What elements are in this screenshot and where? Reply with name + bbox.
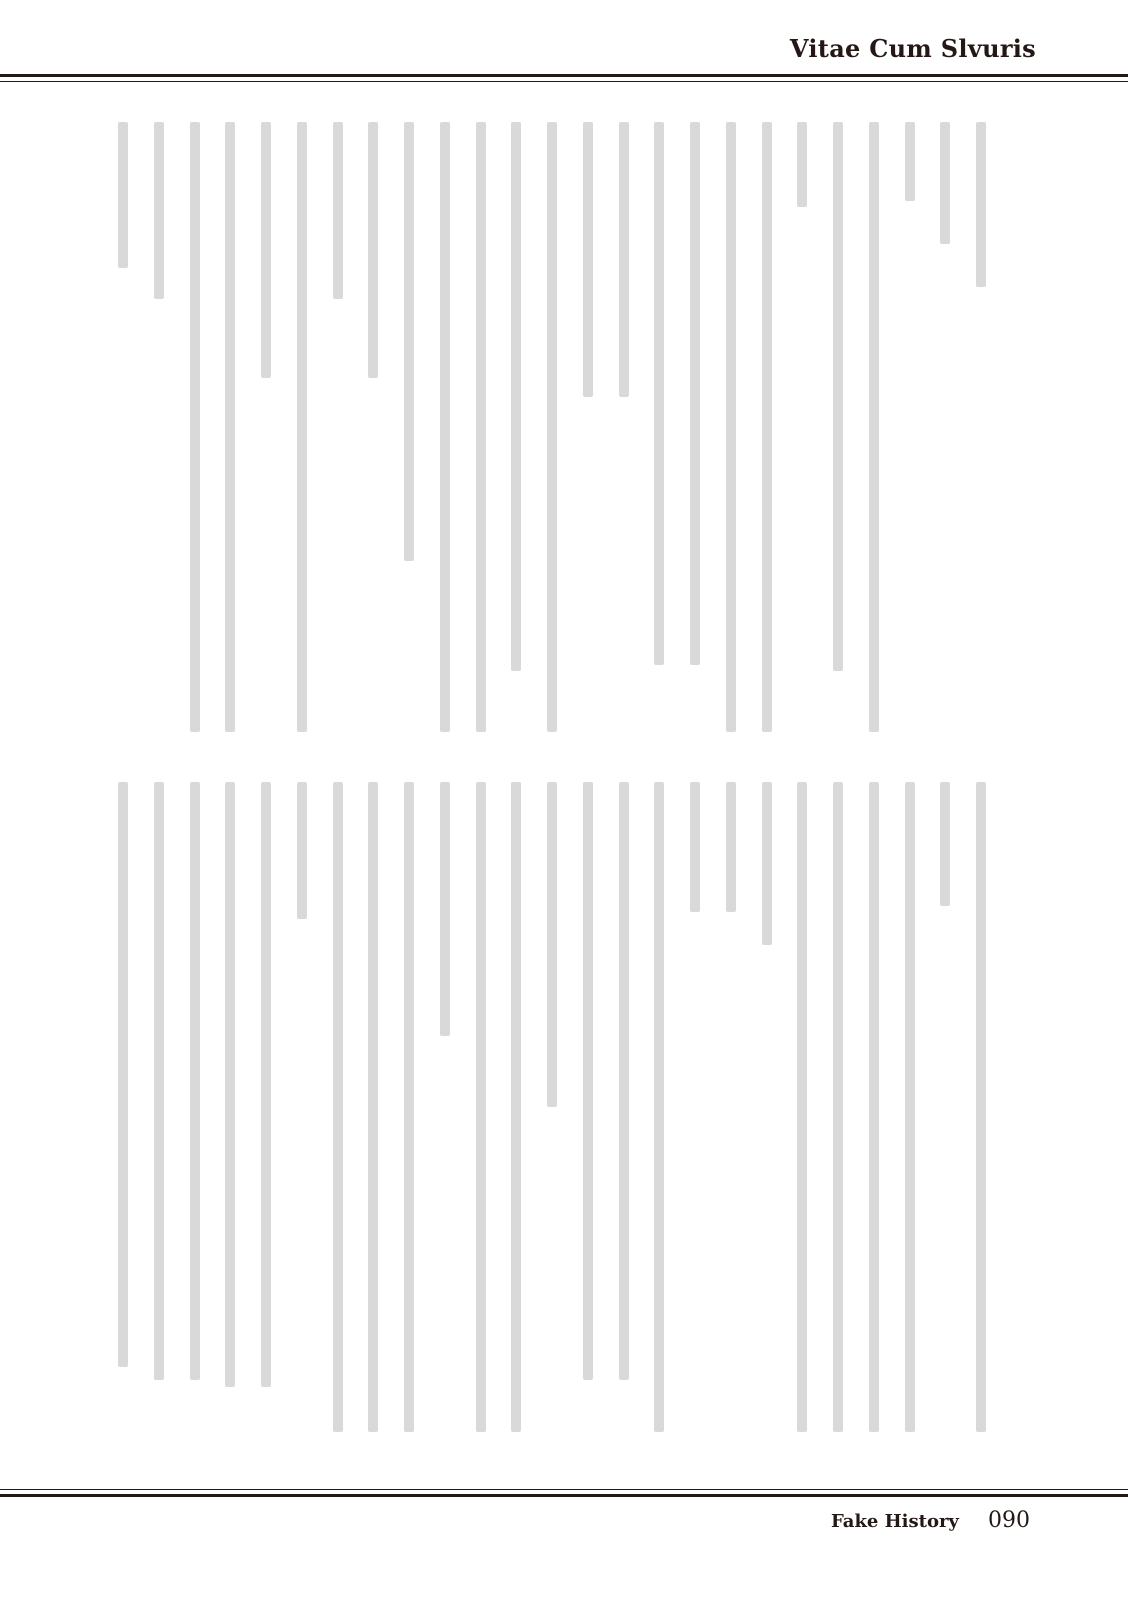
text-column-placeholder (368, 122, 378, 378)
text-column-placeholder (476, 782, 486, 1432)
text-column-placeholder (869, 122, 879, 732)
text-column-placeholder (154, 122, 164, 299)
text-column-placeholder (583, 122, 593, 397)
text-column-placeholder (261, 782, 271, 1387)
text-column-placeholder (583, 782, 593, 1380)
text-column-placeholder (797, 782, 807, 1432)
text-column-placeholder (511, 122, 521, 671)
text-column-placeholder (547, 122, 557, 732)
text-column-placeholder (404, 782, 414, 1432)
text-column-placeholder (976, 782, 986, 1432)
text-column-placeholder (619, 782, 629, 1380)
page-number: 090 (988, 1508, 1030, 1533)
text-column-placeholder (511, 782, 521, 1432)
text-column-placeholder (368, 782, 378, 1432)
text-column-placeholder (762, 122, 772, 732)
body-text-bottom-block (118, 782, 986, 1432)
text-column-placeholder (225, 782, 235, 1387)
text-column-placeholder (440, 782, 450, 1036)
text-column-placeholder (297, 782, 307, 919)
footer-rule-thick (0, 1494, 1128, 1497)
running-header-title: Vitae Cum Slvuris (789, 34, 1036, 63)
text-column-placeholder (118, 782, 128, 1367)
header-rule-thick (0, 74, 1128, 77)
text-column-placeholder (833, 782, 843, 1432)
text-column-placeholder (940, 122, 950, 244)
text-column-placeholder (333, 122, 343, 299)
text-column-placeholder (690, 122, 700, 665)
text-column-placeholder (762, 782, 772, 945)
text-column-placeholder (225, 122, 235, 732)
footer-label: Fake History (831, 1511, 959, 1532)
text-column-placeholder (869, 782, 879, 1432)
text-column-placeholder (476, 122, 486, 732)
text-column-placeholder (154, 782, 164, 1380)
text-column-placeholder (797, 122, 807, 207)
text-column-placeholder (190, 122, 200, 732)
text-column-placeholder (190, 782, 200, 1380)
text-column-placeholder (833, 122, 843, 671)
text-column-placeholder (654, 122, 664, 665)
text-column-placeholder (905, 122, 915, 201)
text-column-placeholder (726, 782, 736, 912)
text-column-placeholder (654, 782, 664, 1432)
text-column-placeholder (547, 782, 557, 1107)
text-column-placeholder (404, 122, 414, 561)
text-column-placeholder (726, 122, 736, 732)
text-column-placeholder (440, 122, 450, 732)
text-column-placeholder (619, 122, 629, 397)
text-column-placeholder (297, 122, 307, 732)
header-rule-thin (0, 81, 1128, 82)
text-column-placeholder (118, 122, 128, 268)
text-column-placeholder (261, 122, 271, 378)
text-column-placeholder (940, 782, 950, 906)
text-column-placeholder (976, 122, 986, 287)
text-column-placeholder (905, 782, 915, 1432)
body-text-top-block (118, 122, 986, 732)
footer-rule-thin (0, 1489, 1128, 1490)
text-column-placeholder (333, 782, 343, 1432)
text-column-placeholder (690, 782, 700, 912)
